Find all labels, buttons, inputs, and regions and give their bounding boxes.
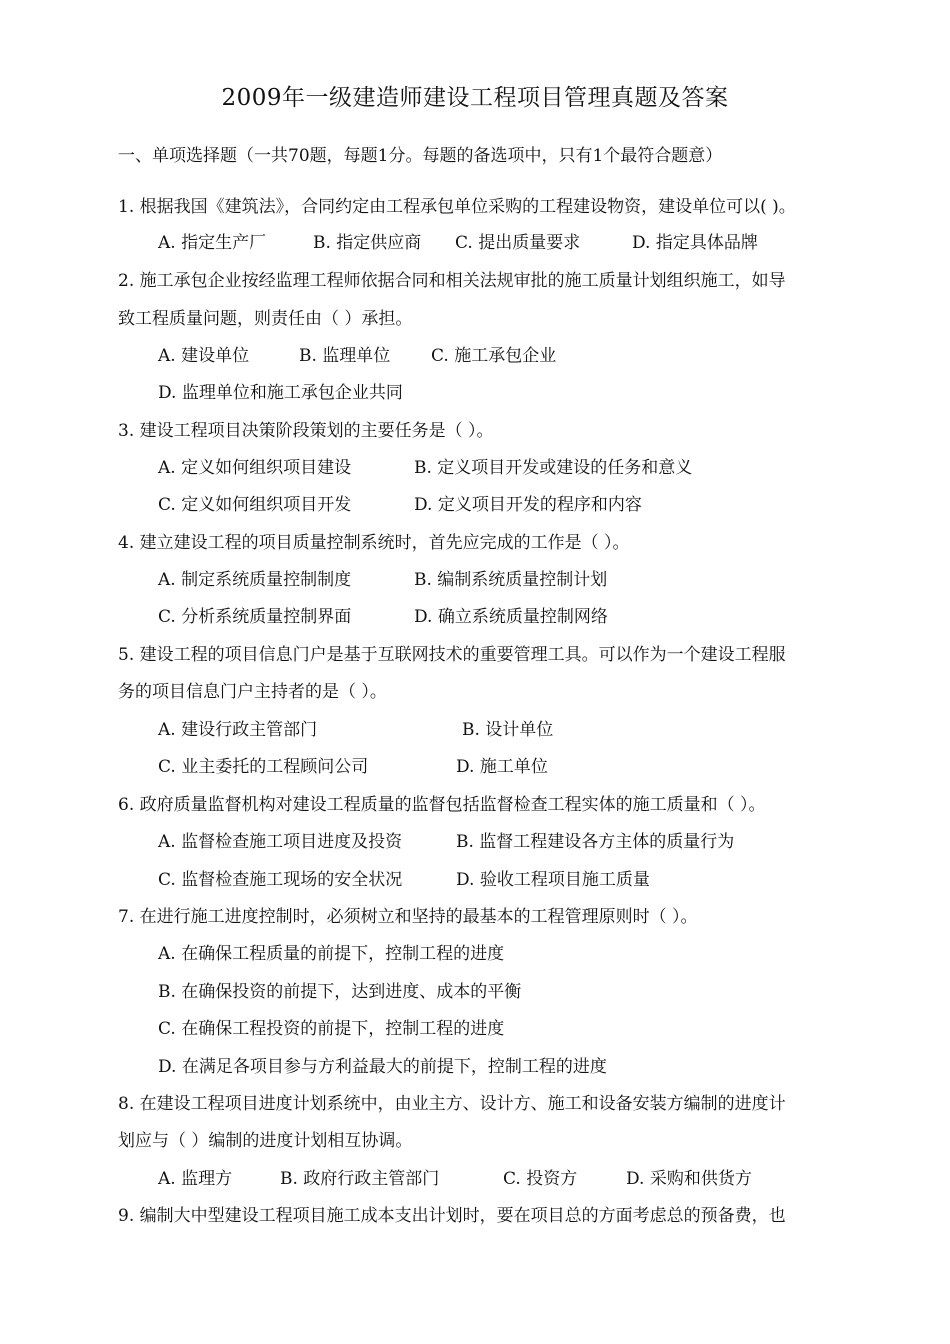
option-b: B. 设计单位 [462, 720, 554, 740]
option-b: B. 指定供应商 [313, 233, 422, 253]
question-2-line-2: 致工程质量问题，则责任由（ ）承担。 [118, 309, 413, 329]
question-4: 4. 建立建设工程的项目质量控制系统时，首先应完成的工作是（ ）。 [118, 533, 630, 553]
option-a: A. 建设行政主管部门 [158, 720, 318, 740]
question-7-option-d: D. 在满足各项目参与方利益最大的前提下，控制工程的进度 [158, 1057, 607, 1077]
option-b: B. 政府行政主管部门 [280, 1169, 440, 1189]
option-a: A. 指定生产厂 [158, 233, 267, 253]
question-1: 1. 根据我国《建筑法》，合同约定由工程承包单位采购的工程建设物资，建设单位可以( )。 [118, 197, 796, 217]
question-7-option-a: A. 在确保工程质量的前提下，控制工程的进度 [158, 944, 505, 964]
option-c: C. 分析系统质量控制界面 [158, 607, 352, 627]
option-c: C. 投资方 [503, 1169, 578, 1189]
option-a: A. 建设单位 [158, 346, 250, 366]
option-b: B. 编制系统质量控制计划 [414, 570, 608, 590]
option-c: C. 监督检查施工现场的安全状况 [158, 870, 403, 890]
option-c: C. 施工承包企业 [431, 346, 557, 366]
option-a: A. 监督检查施工项目进度及投资 [158, 832, 403, 852]
question-8-line-1: 8. 在建设工程项目进度计划系统中，由业主方、设计方、施工和设备安装方编制的进度计 [118, 1094, 786, 1114]
option-a: A. 定义如何组织项目建设 [158, 458, 352, 478]
option-d: D. 定义项目开发的程序和内容 [414, 495, 642, 515]
section-heading: 一、单项选择题（一共70题，每题1分。每题的备选项中，只有1个最符合题意） [118, 146, 723, 166]
question-2-line-1: 2. 施工承包企业按经监理工程师依据合同和相关法规审批的施工质量计划组织施工，如导 [118, 271, 786, 291]
question-2-option-d: D. 监理单位和施工承包企业共同 [158, 383, 403, 403]
question-6: 6. 政府质量监督机构对建设工程质量的监督包括监督检查工程实体的施工质量和（ ）。 [118, 795, 766, 815]
question-5-line-2: 务的项目信息门户主持者的是（ ）。 [118, 682, 387, 702]
option-a: A. 监理方 [158, 1169, 233, 1189]
option-a: A. 制定系统质量控制制度 [158, 570, 352, 590]
option-d: D. 采购和供货方 [626, 1169, 752, 1189]
option-c: C. 提出质量要求 [455, 233, 581, 253]
option-d: D. 验收工程项目施工质量 [456, 870, 650, 890]
option-d: D. 施工单位 [456, 757, 548, 777]
option-b: B. 监理单位 [299, 346, 391, 366]
document-title: 2009年一级建造师建设工程项目管理真题及答案 [221, 85, 729, 111]
question-8-line-2: 划应与（ ）编制的进度计划相互协调。 [118, 1131, 413, 1151]
option-d: D. 确立系统质量控制网络 [414, 607, 608, 627]
question-7: 7. 在进行施工进度控制时，必须树立和坚持的最基本的工程管理原则时（ ）。 [118, 907, 698, 927]
option-b: B. 监督工程建设各方主体的质量行为 [456, 832, 735, 852]
question-9: 9. 编制大中型建设工程项目施工成本支出计划时，要在项目总的方面考虑总的预备费，也 [118, 1206, 786, 1226]
question-7-option-c: C. 在确保工程投资的前提下，控制工程的进度 [158, 1019, 505, 1039]
option-c: C. 定义如何组织项目开发 [158, 495, 352, 515]
option-d: D. 指定具体品牌 [632, 233, 758, 253]
question-5-line-1: 5. 建设工程的项目信息门户是基于互联网技术的重要管理工具。可以作为一个建设工程服 [118, 645, 786, 665]
question-7-option-b: B. 在确保投资的前提下，达到进度、成本的平衡 [158, 982, 522, 1002]
option-c: C. 业主委托的工程顾问公司 [158, 757, 369, 777]
question-3: 3. 建设工程项目决策阶段策划的主要任务是（ ）。 [118, 421, 494, 441]
option-b: B. 定义项目开发或建设的任务和意义 [414, 458, 693, 478]
